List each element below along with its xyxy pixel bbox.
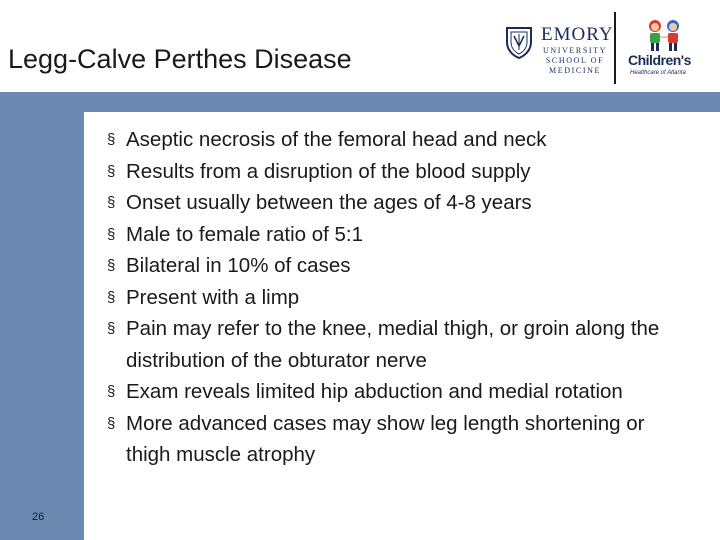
bullet-marker: § xyxy=(107,194,116,211)
bullet-marker: § xyxy=(107,225,116,243)
childrens-kids-icon xyxy=(642,18,686,52)
sidebar-accent-bar xyxy=(0,112,84,540)
bullet-item: § Male to female ratio of 5:1 xyxy=(107,219,667,251)
bullet-item: § Results from a disruption of the blood supply xyxy=(107,156,667,188)
bullet-marker: § xyxy=(107,257,116,274)
bullet-marker: § xyxy=(107,288,116,306)
bullet-marker: § xyxy=(107,383,116,400)
slide-number: 26 xyxy=(32,511,45,523)
logo-divider xyxy=(614,12,616,84)
emory-shield-icon xyxy=(505,26,533,60)
emory-name: EMORY xyxy=(541,24,614,45)
bullet-marker: § xyxy=(107,320,116,337)
emory-line-medicine: MEDICINE xyxy=(549,66,601,75)
emory-subtitle xyxy=(541,46,609,76)
bullet-marker: § xyxy=(107,131,116,148)
emory-line-school: SCHOOL OF xyxy=(545,56,605,65)
header-accent-bar xyxy=(0,92,720,112)
childrens-logo xyxy=(626,18,698,80)
bullet-item: § Pain may refer to the knee, medial thigh, or groin along the distribution of the obturator nerve xyxy=(107,313,667,376)
bullet-item: § Exam reveals limited hip abduction and medial rotation xyxy=(107,376,667,408)
bullet-item: § Present with a limp xyxy=(107,282,667,314)
bullet-marker: § xyxy=(107,162,116,180)
bullet-item: § Onset usually between the ages of 4-8 years xyxy=(107,187,667,219)
slide-title: Legg-Calve Perthes Disease xyxy=(8,44,352,74)
childrens-tagline: Healthcare of Atlanta xyxy=(630,70,686,76)
bullet-list xyxy=(107,124,667,471)
bullet-item: § Aseptic necrosis of the femoral head and neck xyxy=(107,124,667,156)
bullet-marker: § xyxy=(107,414,116,432)
emory-logo xyxy=(505,12,614,82)
bullet-item: § Bilateral in 10% of cases xyxy=(107,250,667,282)
emory-line-university: UNIVERSITY xyxy=(543,46,607,55)
childrens-name: Children's xyxy=(628,52,691,68)
bullet-item: § More advanced cases may show leg length shortening or thigh muscle atrophy xyxy=(107,408,667,471)
